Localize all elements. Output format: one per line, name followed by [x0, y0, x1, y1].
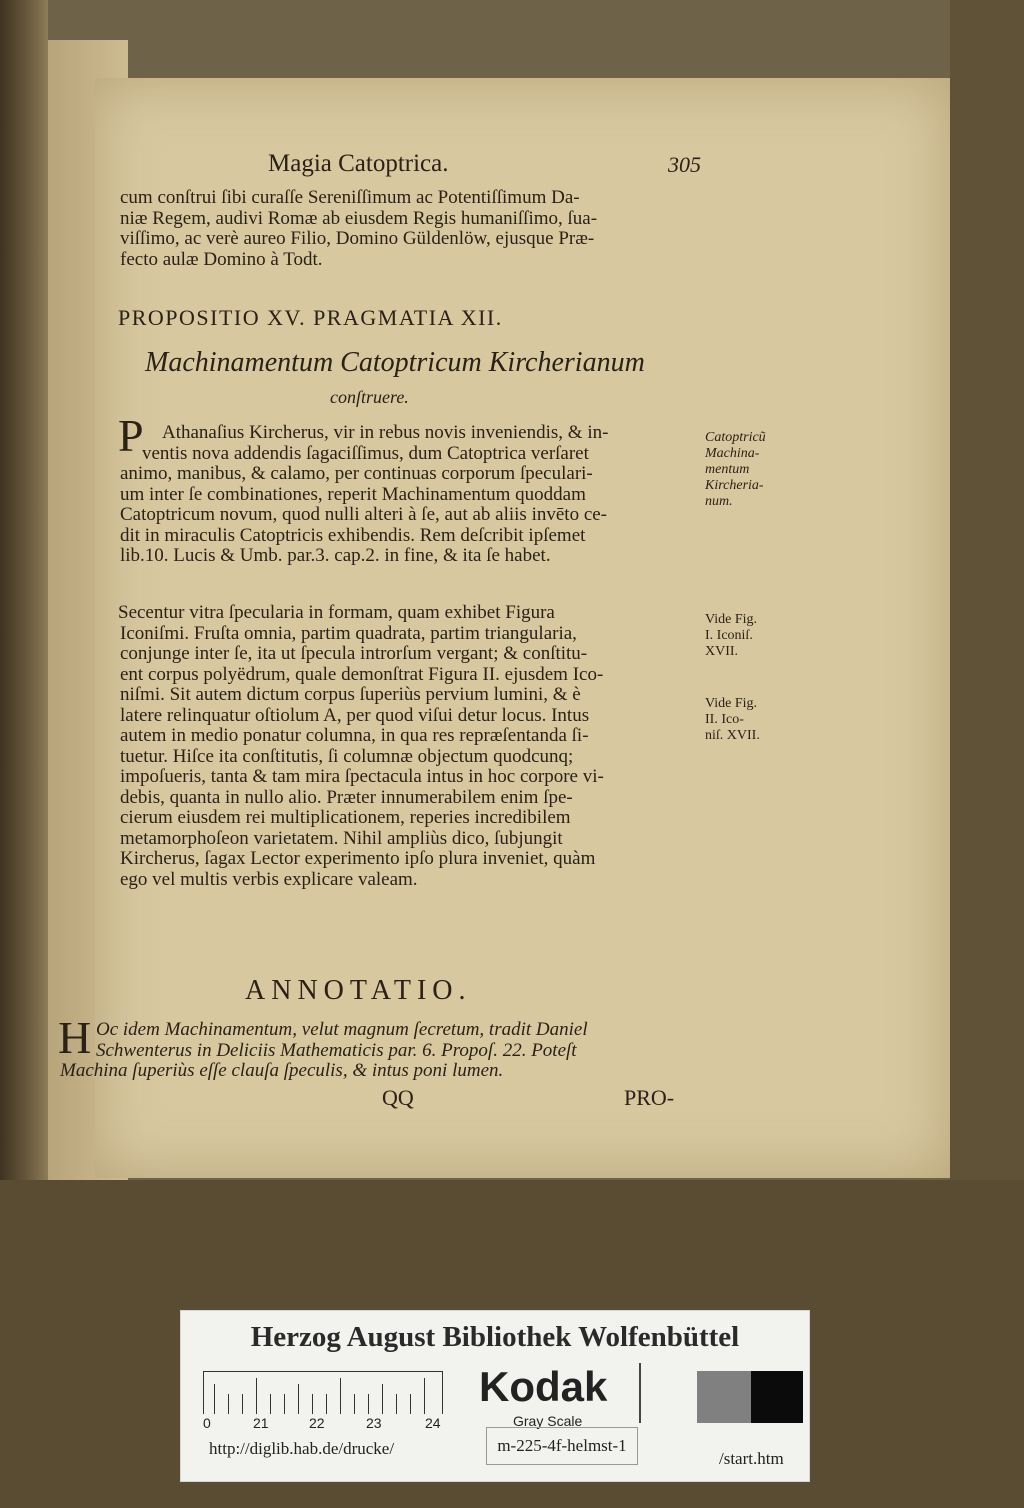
drop-cap: P	[118, 410, 144, 461]
ruler-label: 24	[425, 1415, 441, 1431]
shelfmark: m-225-4f-helmst-1	[486, 1427, 638, 1465]
text-line: cum conſtrui ſibi curaſſe Sereniſſimum ac Potentiſſimum Da-	[120, 187, 580, 208]
note-line: mentum	[705, 462, 750, 477]
annotation-drop-cap: H	[58, 1012, 92, 1063]
ruler-tick	[298, 1384, 299, 1414]
text-line: Kircherus, ſagax Lector experimento ipſo plura inveniet, quàm	[120, 848, 596, 869]
intro-paragraph	[120, 188, 720, 270]
text-line: Machina ſuperiùs eſſe clauſa ſpeculis, & intus poni lumen.	[60, 1060, 504, 1081]
margin-note-machinamentum	[705, 430, 800, 510]
text-line: Athanaſius Kircherus, vir in rebus novis inveniendis, & in-	[162, 422, 609, 443]
ruler-tick	[256, 1378, 257, 1414]
ruler-tick	[214, 1384, 215, 1414]
text-line: niſmi. Sit autem dictum corpus ſuperiùs pervium lumini, & è	[120, 684, 581, 705]
ruler-tick	[284, 1394, 285, 1414]
text-line: latere relinquatur oſtiolum A, per quod viſui detur locus. Intus	[120, 704, 590, 726]
ruler-tick	[242, 1394, 243, 1414]
ruler-tick	[228, 1394, 229, 1414]
kodak-logo: Kodak	[479, 1363, 608, 1410]
ruler-label: 0	[203, 1415, 211, 1431]
note-line: I. Iconiſ.	[705, 628, 753, 643]
paragraph-2	[120, 603, 720, 890]
text-line: Catoptricum novum, quod nulli alteri à ſe, aut ab aliis invēto ce-	[120, 504, 608, 525]
text-line: um inter ſe combinationes, reperit Machinamentum quoddam	[120, 483, 586, 505]
note-line: II. Ico-	[705, 712, 744, 727]
note-line: niſ. XVII.	[705, 728, 760, 743]
running-head: Magia Catoptrica.	[268, 150, 449, 177]
ruler-tick	[368, 1394, 369, 1414]
text-line: lib.10. Lucis & Umb. par.3. cap.2. in fine, & ita ſe habet.	[120, 545, 551, 566]
ruler-label: 23	[366, 1415, 382, 1431]
divider	[639, 1363, 641, 1423]
note-line: Vide Fig.	[705, 612, 758, 627]
scale-ruler	[203, 1371, 443, 1414]
ruler-tick	[410, 1394, 411, 1414]
note-line: XVII.	[705, 644, 739, 659]
proposition-heading: PROPOSITIO XV. PRAGMATIA XII.	[118, 305, 503, 330]
ruler-tick	[354, 1394, 355, 1414]
paragraph-1	[120, 422, 710, 567]
ruler-tick	[382, 1384, 383, 1414]
ruler-tick	[424, 1378, 425, 1414]
ruler-label: 22	[309, 1415, 325, 1431]
gray-scale-label: Gray Scale	[513, 1413, 583, 1429]
black-patch	[751, 1371, 803, 1423]
section-subtitle: conſtruere.	[330, 387, 409, 407]
section-title: Machinamentum Catoptricum Kircherianum	[145, 347, 645, 378]
text-line: animo, manibus, & calamo, per continuas corporum ſpeculari-	[120, 463, 593, 484]
text-line: tuetur. Hiſce ita conſtitutis, ſi columnæ objectum quodcunq;	[120, 745, 574, 767]
ruler-tick	[270, 1394, 271, 1414]
text-line: debis, quanta in nullo alio. Præter innumerabilem enim ſpe-	[120, 786, 573, 808]
text-line: niæ Regem, audivi Romæ ab eiusdem Regis humaniſſimo, ſua-	[120, 207, 598, 229]
catchword: PRO-	[624, 1085, 675, 1110]
margin-note-fig1	[705, 612, 800, 660]
text-line: Secentur vitra ſpecularia in formam, quam exhibet Figura	[118, 602, 555, 623]
note-line: Kircheria-	[705, 478, 764, 493]
library-url: http://diglib.hab.de/drucke/	[209, 1439, 395, 1458]
text-line: conjunge inter ſe, ita ut ſpecula introrſum vergant; & conſtitu-	[120, 643, 588, 664]
ruler-tick	[312, 1394, 313, 1414]
library-name: Herzog August Bibliothek Wolfenbüttel	[250, 1321, 740, 1353]
text-line: ventis nova addendis ſagaciſſimus, dum Catoptrica verſaret	[142, 442, 589, 464]
text-line: Schwenterus in Deliciis Mathematicis par. 6. Propoſ. 22. Poteſt	[96, 1039, 577, 1061]
text-line: viſſimo, ac verè aureo Filio, Domino Güldenlöw, ejusque Præ-	[120, 228, 595, 249]
ruler-label: 21	[253, 1415, 269, 1431]
text-line: dit in miraculis Catoptricis exhibendis. Rem deſcribit ipſemet	[120, 524, 586, 546]
note-line: Vide Fig.	[705, 696, 758, 711]
text-line: fecto aulæ Domino à Todt.	[120, 248, 323, 270]
ruler-tick	[340, 1378, 341, 1414]
annotatio-heading: ANNOTATIO.	[245, 975, 472, 1006]
text-line: metamorphoſeon varietatem. Nihil ampliùs dico, ſubjungit	[120, 827, 563, 849]
gray-patch	[697, 1371, 751, 1423]
page-number: 305	[668, 152, 701, 177]
text-line: cierum eiusdem rei multiplicationem, reperies incredibilem	[120, 807, 571, 828]
note-line: Machina-	[705, 446, 760, 461]
text-line: impoſueris, tanta & tam mira ſpectacula intus in hoc corpore vi-	[120, 766, 604, 787]
text-line: Oc idem Machinamentum, velut magnum ſecretum, tradit Daniel	[96, 1019, 588, 1040]
ruler-tick	[396, 1394, 397, 1414]
start-path: /start.htm	[719, 1449, 784, 1468]
annotation-paragraph	[60, 1019, 716, 1082]
text-line: Iconiſmi. Fruſta omnia, partim quadrata, partim triangularia,	[120, 622, 577, 644]
note-line: Catoptricũ	[705, 430, 766, 445]
ruler-tick	[326, 1394, 327, 1414]
text-line: autem in medio ponatur columna, in qua res repræſentanda ſi-	[120, 725, 589, 746]
text-line: ent corpus polyëdrum, quale demonſtrat Figura II. ejusdem Ico-	[120, 663, 604, 685]
text-line: ego vel multis verbis explicare valeam.	[120, 868, 418, 890]
library-target-card	[180, 1310, 810, 1482]
note-line: num.	[705, 494, 733, 509]
signature-mark: QQ	[382, 1085, 414, 1110]
margin-note-fig2	[705, 696, 800, 744]
